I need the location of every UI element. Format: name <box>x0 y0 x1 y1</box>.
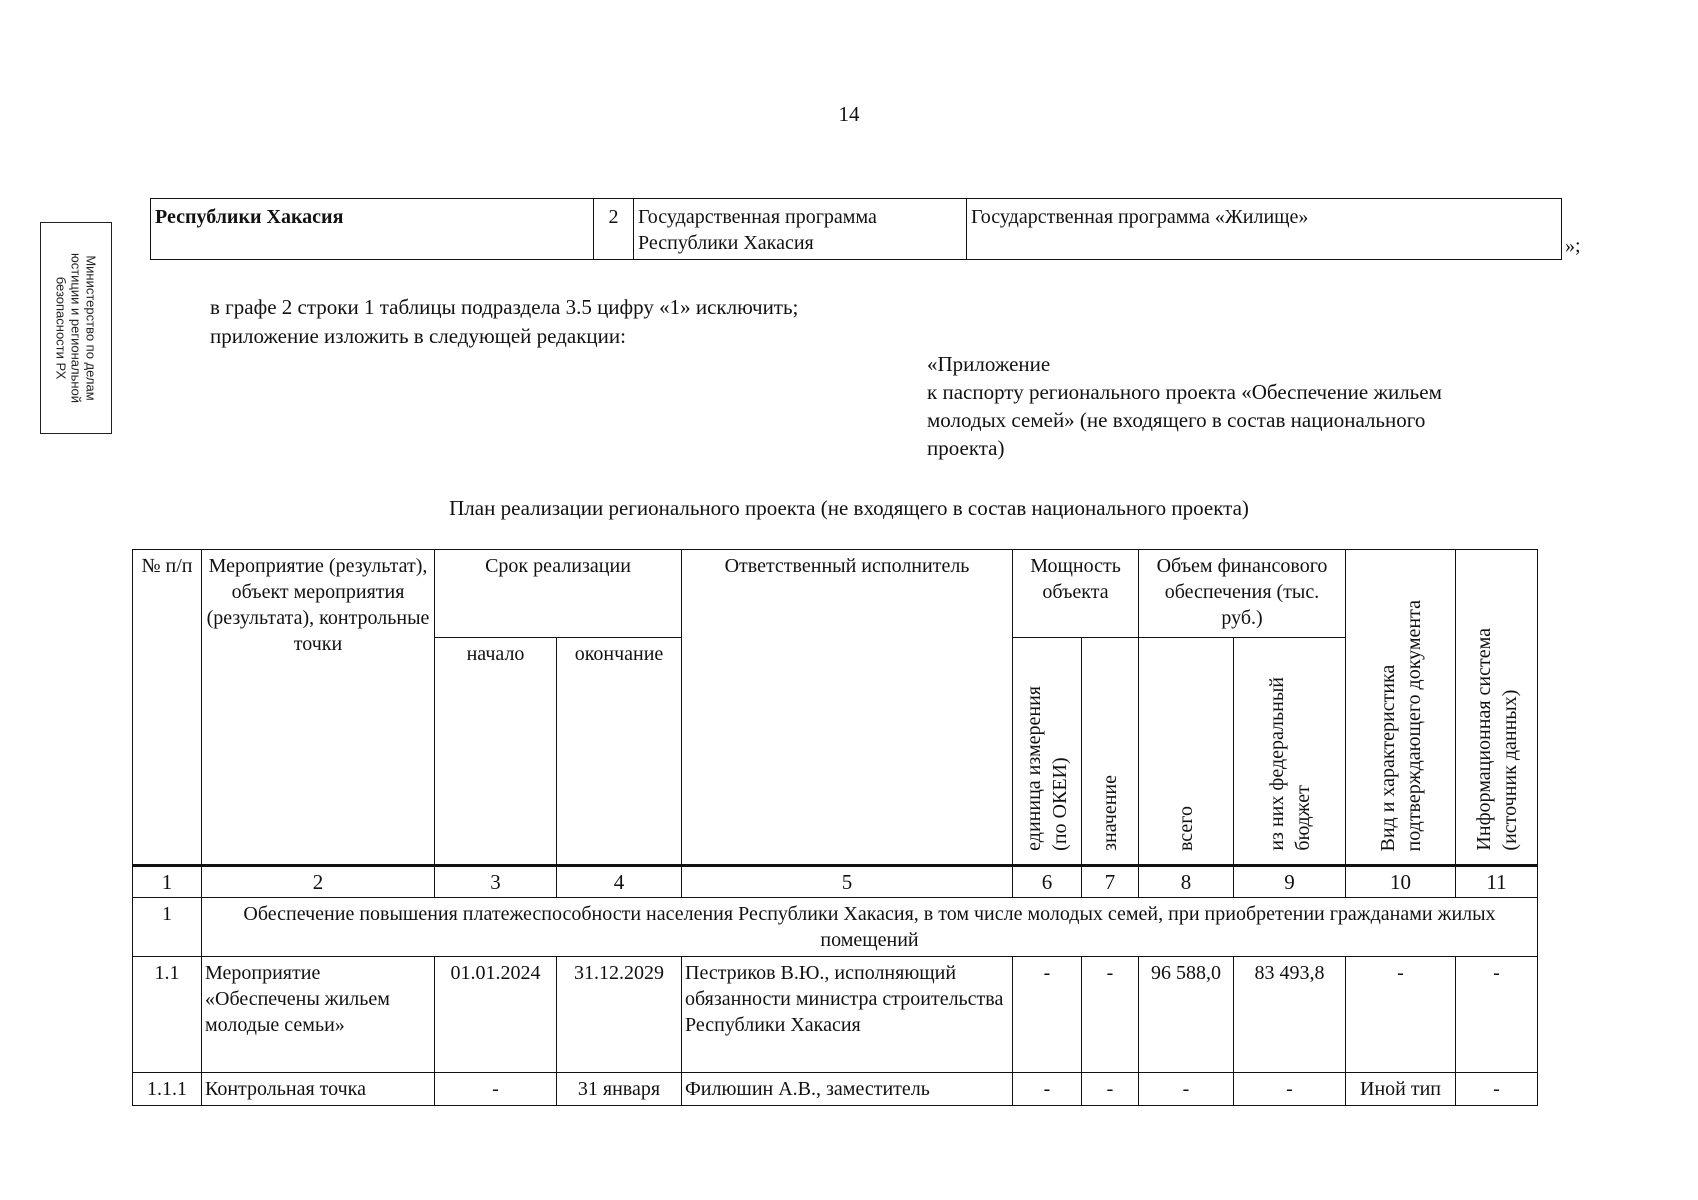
row-info: - <box>1456 957 1538 1073</box>
section-title: Обеспечение повышения платежеспособности населения Республики Хакасия, в том числе молодых семей, при приобретении гражданами жилых помещений <box>202 898 1538 957</box>
row-executor: Пестриков В.Ю., исполняющий обязанности министра строительства Республики Хакасия <box>682 957 1013 1073</box>
row-unit: - <box>1013 1073 1082 1106</box>
top-table-program-type: Государственная программа Республики Хакасия <box>634 199 967 259</box>
row-start: 01.01.2024 <box>435 957 557 1073</box>
column-number: 4 <box>557 866 682 898</box>
plan-title: План реализации регионального проекта (не входящего в состав национального проекта) <box>449 496 1249 520</box>
row-unit: - <box>1013 957 1082 1073</box>
row-executor: Филюшин А.В., заместитель <box>682 1073 1013 1106</box>
registration-stamp <box>40 222 112 434</box>
header-num: № п/п <box>133 550 202 866</box>
instruction-line-1: в графе 2 строки 1 таблицы подраздела 3.5 цифру «1» исключить; <box>210 295 799 319</box>
header-value: значение <box>1082 638 1139 866</box>
column-number: 11 <box>1456 866 1538 898</box>
header-unit: единица измерения (по ОКЕИ) <box>1013 638 1082 866</box>
header-finance: Объем финансового обеспечения (тыс. руб.) <box>1139 550 1346 638</box>
row-event: Контрольная точка <box>202 1073 435 1106</box>
row-num: 1.1 <box>133 957 202 1073</box>
instruction-line-2: приложение изложить в следующей редакции: <box>210 324 626 348</box>
row-start: - <box>435 1073 557 1106</box>
header-row-1 <box>133 550 1538 638</box>
header-executor: Ответственный исполнитель <box>682 550 1013 866</box>
column-number: 8 <box>1139 866 1234 898</box>
top-table-number: 2 <box>594 199 634 259</box>
top-table-program-name: Государственная программа «Жилище» <box>971 206 1309 228</box>
row-info: - <box>1456 1073 1538 1106</box>
header-total: всего <box>1139 638 1234 866</box>
header-end: окончание <box>557 638 682 866</box>
column-number: 6 <box>1013 866 1082 898</box>
stamp-text: Министерство по делам юстиции и региональной безопасности РХ <box>53 252 99 404</box>
column-number: 10 <box>1346 866 1456 898</box>
header-document: Вид и характеристика подтверждающего документа <box>1346 550 1456 866</box>
row-total: 96 588,0 <box>1139 957 1234 1073</box>
column-number: 3 <box>435 866 557 898</box>
row-num: 1.1.1 <box>133 1073 202 1106</box>
header-start: начало <box>435 638 557 866</box>
row-event: Мероприятие «Обеспечены жильем молодые семьи» <box>202 957 435 1073</box>
section-row <box>133 898 1538 957</box>
table-row <box>133 1073 1538 1106</box>
header-period: Срок реализации <box>435 550 682 638</box>
appendix-heading: «Приложение к паспорту регионального проекта «Обеспечение жильем молодых семей» (не входящего в состав национального проекта) <box>927 352 1442 460</box>
column-number: 9 <box>1234 866 1346 898</box>
page-number: 14 <box>838 102 860 126</box>
header-federal: из них федеральный бюджет <box>1234 638 1346 866</box>
row-value: - <box>1082 1073 1139 1106</box>
row-end: 31 января <box>557 1073 682 1106</box>
closing-quote: »; <box>1565 235 1581 257</box>
plan-table <box>132 549 1538 1106</box>
row-total: - <box>1139 1073 1234 1106</box>
top-continuation-table <box>150 198 1562 260</box>
row-document: Иной тип <box>1346 1073 1456 1106</box>
top-table-region: Республики Хакасия <box>151 199 594 259</box>
row-end: 31.12.2029 <box>557 957 682 1073</box>
column-number: 1 <box>133 866 202 898</box>
header-event: Мероприятие (результат), объект мероприятия (результата), контрольные точки <box>202 550 435 866</box>
column-number: 5 <box>682 866 1013 898</box>
header-info-system: Информационная система (источник данных) <box>1456 550 1538 866</box>
column-number: 7 <box>1082 866 1139 898</box>
header-capacity: Мощность объекта <box>1013 550 1139 638</box>
column-number-row <box>133 866 1538 898</box>
row-federal: 83 493,8 <box>1234 957 1346 1073</box>
column-number: 2 <box>202 866 435 898</box>
row-value: - <box>1082 957 1139 1073</box>
row-federal: - <box>1234 1073 1346 1106</box>
section-num: 1 <box>133 898 202 957</box>
table-row <box>133 957 1538 1073</box>
row-document: - <box>1346 957 1456 1073</box>
